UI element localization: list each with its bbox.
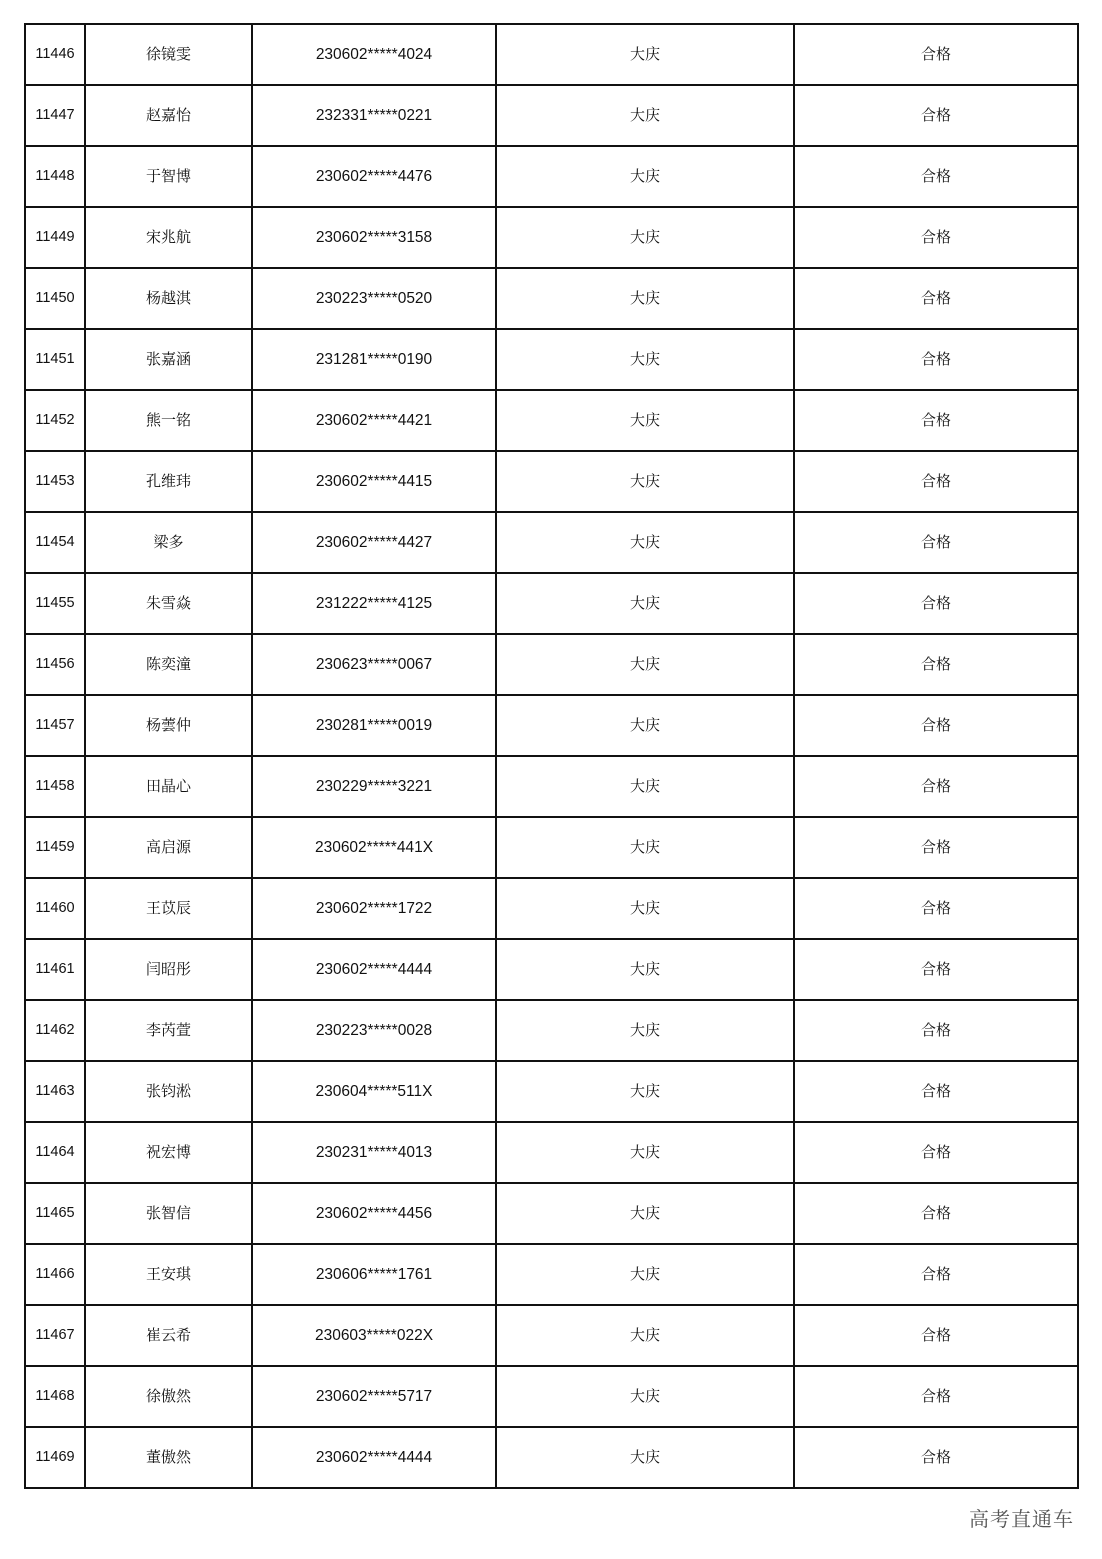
table-row: [25, 634, 1078, 695]
id-number-cell: 230602*****4427: [252, 512, 496, 573]
result-cell: 合格: [794, 329, 1078, 390]
result-cell: 合格: [794, 878, 1078, 939]
region-cell: 大庆: [496, 1183, 794, 1244]
table-row: [25, 451, 1078, 512]
region-cell: 大庆: [496, 512, 794, 573]
region-cell: 大庆: [496, 939, 794, 1000]
row-number-cell: 11446: [25, 24, 85, 85]
region-cell: 大庆: [496, 634, 794, 695]
result-cell: 合格: [794, 939, 1078, 1000]
region-cell: 大庆: [496, 24, 794, 85]
candidate-name-cell: 徐镜雯: [85, 24, 252, 85]
result-cell: 合格: [794, 695, 1078, 756]
row-number-cell: 11468: [25, 1366, 85, 1427]
region-cell: 大庆: [496, 1000, 794, 1061]
id-number-cell: 230603*****022X: [252, 1305, 496, 1366]
region-cell: 大庆: [496, 1427, 794, 1488]
result-cell: 合格: [794, 207, 1078, 268]
table-row: [25, 329, 1078, 390]
id-number-cell: 231222*****4125: [252, 573, 496, 634]
candidate-name-cell: 张智信: [85, 1183, 252, 1244]
region-cell: 大庆: [496, 390, 794, 451]
result-cell: 合格: [794, 573, 1078, 634]
result-cell: 合格: [794, 268, 1078, 329]
region-cell: 大庆: [496, 1122, 794, 1183]
id-number-cell: 230602*****4415: [252, 451, 496, 512]
id-number-cell: 230602*****4456: [252, 1183, 496, 1244]
id-number-cell: 230602*****441X: [252, 817, 496, 878]
table-row: [25, 1061, 1078, 1122]
candidate-name-cell: 孔维玮: [85, 451, 252, 512]
candidate-name-cell: 杨蕓仲: [85, 695, 252, 756]
row-number-cell: 11459: [25, 817, 85, 878]
table-row: [25, 207, 1078, 268]
candidate-name-cell: 祝宏博: [85, 1122, 252, 1183]
result-cell: 合格: [794, 1244, 1078, 1305]
candidate-name-cell: 王安琪: [85, 1244, 252, 1305]
candidate-name-cell: 于智博: [85, 146, 252, 207]
id-number-cell: 230602*****4444: [252, 939, 496, 1000]
result-cell: 合格: [794, 1061, 1078, 1122]
table-row: [25, 1427, 1078, 1488]
result-cell: 合格: [794, 756, 1078, 817]
candidate-name-cell: 闫昭彤: [85, 939, 252, 1000]
result-cell: 合格: [794, 817, 1078, 878]
region-cell: 大庆: [496, 1366, 794, 1427]
region-cell: 大庆: [496, 85, 794, 146]
table-row: [25, 878, 1078, 939]
candidate-name-cell: 王苡辰: [85, 878, 252, 939]
id-number-cell: 230281*****0019: [252, 695, 496, 756]
id-number-cell: 230229*****3221: [252, 756, 496, 817]
id-number-cell: 231281*****0190: [252, 329, 496, 390]
candidate-name-cell: 董傲然: [85, 1427, 252, 1488]
row-number-cell: 11452: [25, 390, 85, 451]
row-number-cell: 11447: [25, 85, 85, 146]
row-number-cell: 11463: [25, 1061, 85, 1122]
row-number-cell: 11455: [25, 573, 85, 634]
candidate-name-cell: 崔云希: [85, 1305, 252, 1366]
table-row: [25, 85, 1078, 146]
id-number-cell: 230231*****4013: [252, 1122, 496, 1183]
row-number-cell: 11460: [25, 878, 85, 939]
row-number-cell: 11467: [25, 1305, 85, 1366]
region-cell: 大庆: [496, 878, 794, 939]
result-cell: 合格: [794, 1305, 1078, 1366]
region-cell: 大庆: [496, 329, 794, 390]
row-number-cell: 11450: [25, 268, 85, 329]
result-cell: 合格: [794, 1122, 1078, 1183]
region-cell: 大庆: [496, 1061, 794, 1122]
row-number-cell: 11458: [25, 756, 85, 817]
table-row: [25, 1000, 1078, 1061]
id-number-cell: 230602*****3158: [252, 207, 496, 268]
result-cell: 合格: [794, 1366, 1078, 1427]
table-row: [25, 146, 1078, 207]
result-cell: 合格: [794, 1427, 1078, 1488]
result-cell: 合格: [794, 390, 1078, 451]
row-number-cell: 11457: [25, 695, 85, 756]
candidate-name-cell: 赵嘉怡: [85, 85, 252, 146]
candidate-name-cell: 张嘉涵: [85, 329, 252, 390]
id-number-cell: 230602*****4421: [252, 390, 496, 451]
table-row: [25, 1305, 1078, 1366]
candidate-name-cell: 高启源: [85, 817, 252, 878]
table-row: [25, 573, 1078, 634]
id-number-cell: 230602*****4444: [252, 1427, 496, 1488]
table-row: [25, 390, 1078, 451]
row-number-cell: 11469: [25, 1427, 85, 1488]
row-number-cell: 11454: [25, 512, 85, 573]
watermark-text: 高考直通车: [969, 1503, 1074, 1532]
table-row: [25, 1244, 1078, 1305]
table-row: [25, 1122, 1078, 1183]
row-number-cell: 11461: [25, 939, 85, 1000]
candidate-name-cell: 李芮萱: [85, 1000, 252, 1061]
candidate-name-cell: 陈奕潼: [85, 634, 252, 695]
id-number-cell: 230604*****511X: [252, 1061, 496, 1122]
results-sheet: [24, 23, 1077, 1489]
result-cell: 合格: [794, 512, 1078, 573]
table-row: [25, 1183, 1078, 1244]
table-row: [25, 512, 1078, 573]
row-number-cell: 11462: [25, 1000, 85, 1061]
region-cell: 大庆: [496, 451, 794, 512]
row-number-cell: 11448: [25, 146, 85, 207]
id-number-cell: 232331*****0221: [252, 85, 496, 146]
table-row: [25, 817, 1078, 878]
candidate-name-cell: 张钧淞: [85, 1061, 252, 1122]
table-row: [25, 756, 1078, 817]
region-cell: 大庆: [496, 146, 794, 207]
result-cell: 合格: [794, 1183, 1078, 1244]
result-cell: 合格: [794, 1000, 1078, 1061]
region-cell: 大庆: [496, 817, 794, 878]
row-number-cell: 11466: [25, 1244, 85, 1305]
candidate-name-cell: 朱雪焱: [85, 573, 252, 634]
id-number-cell: 230606*****1761: [252, 1244, 496, 1305]
result-cell: 合格: [794, 634, 1078, 695]
region-cell: 大庆: [496, 573, 794, 634]
candidate-name-cell: 徐傲然: [85, 1366, 252, 1427]
region-cell: 大庆: [496, 268, 794, 329]
id-number-cell: 230223*****0028: [252, 1000, 496, 1061]
region-cell: 大庆: [496, 1305, 794, 1366]
result-cell: 合格: [794, 85, 1078, 146]
table-row: [25, 939, 1078, 1000]
candidate-name-cell: 宋兆航: [85, 207, 252, 268]
id-number-cell: 230223*****0520: [252, 268, 496, 329]
result-cell: 合格: [794, 24, 1078, 85]
region-cell: 大庆: [496, 207, 794, 268]
row-number-cell: 11464: [25, 1122, 85, 1183]
id-number-cell: 230602*****4024: [252, 24, 496, 85]
results-table: [24, 23, 1079, 1489]
row-number-cell: 11465: [25, 1183, 85, 1244]
region-cell: 大庆: [496, 756, 794, 817]
region-cell: 大庆: [496, 695, 794, 756]
candidate-name-cell: 杨越淇: [85, 268, 252, 329]
candidate-name-cell: 田晶心: [85, 756, 252, 817]
region-cell: 大庆: [496, 1244, 794, 1305]
candidate-name-cell: 熊一铭: [85, 390, 252, 451]
id-number-cell: 230602*****1722: [252, 878, 496, 939]
candidate-name-cell: 梁多: [85, 512, 252, 573]
results-table-body: [25, 24, 1078, 1488]
id-number-cell: 230602*****5717: [252, 1366, 496, 1427]
table-row: [25, 268, 1078, 329]
result-cell: 合格: [794, 146, 1078, 207]
table-row: [25, 695, 1078, 756]
result-cell: 合格: [794, 451, 1078, 512]
table-row: [25, 24, 1078, 85]
table-row: [25, 1366, 1078, 1427]
id-number-cell: 230623*****0067: [252, 634, 496, 695]
row-number-cell: 11456: [25, 634, 85, 695]
row-number-cell: 11451: [25, 329, 85, 390]
row-number-cell: 11453: [25, 451, 85, 512]
row-number-cell: 11449: [25, 207, 85, 268]
id-number-cell: 230602*****4476: [252, 146, 496, 207]
